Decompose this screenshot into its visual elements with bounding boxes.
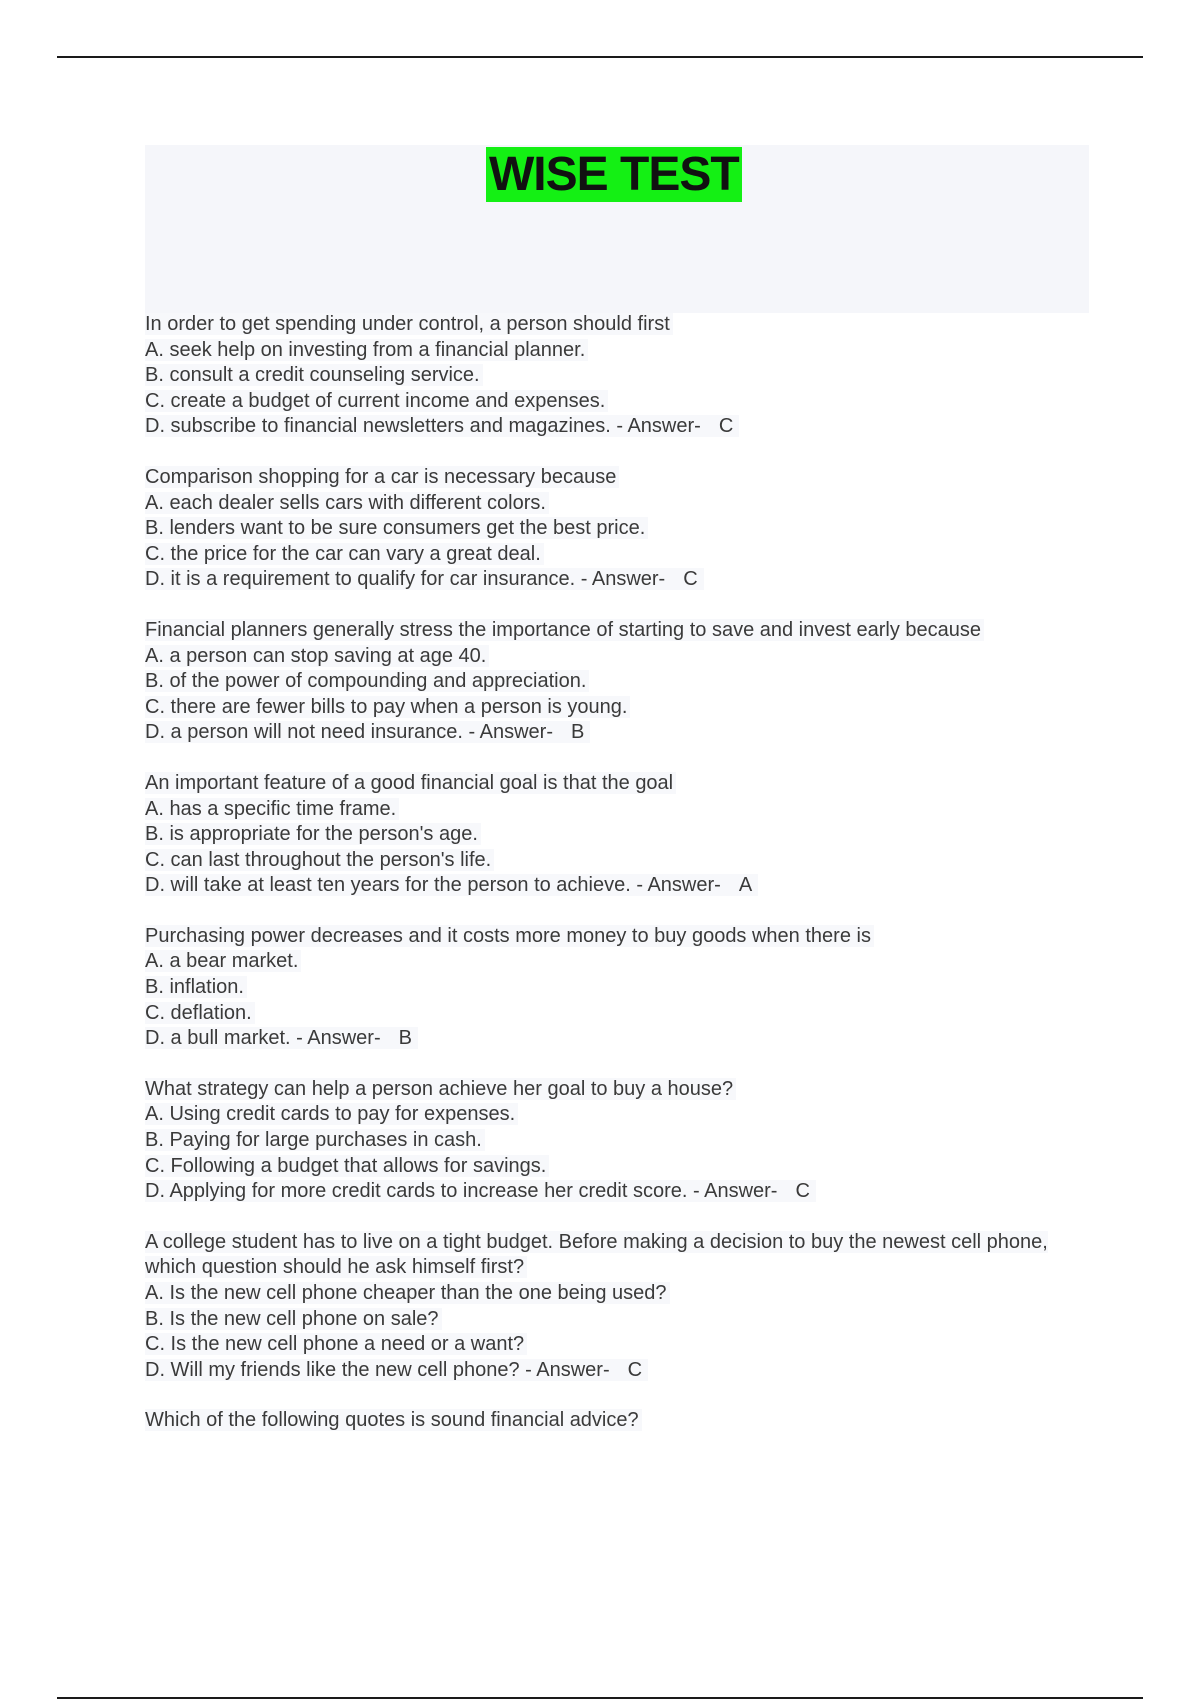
option-c: C. Following a budget that allows for savings. [145, 1154, 1085, 1180]
option-d: D. Will my friends like the new cell phone? - Answer- C [145, 1358, 1085, 1384]
answer-letter: C [683, 568, 700, 590]
question-7 [145, 1230, 1085, 1384]
question-6 [145, 1077, 1085, 1205]
answer-letter: C [628, 1359, 645, 1381]
option-c: C. the price for the car can vary a great deal. [145, 542, 1085, 568]
option-d: D. a person will not need insurance. - Answer- B [145, 720, 1085, 746]
option-a: A. has a specific time frame. [145, 797, 1085, 823]
option-b: B. Is the new cell phone on sale? [145, 1307, 1085, 1333]
option-a: A. Using credit cards to pay for expenses. [145, 1102, 1085, 1128]
question-8 [145, 1408, 1085, 1434]
option-d: D. will take at least ten years for the person to achieve. - Answer- A [145, 873, 1085, 899]
answer-letter: C [795, 1180, 812, 1202]
answer-letter: B [571, 721, 587, 743]
option-b: B. consult a credit counseling service. [145, 363, 1085, 389]
option-d: D. Applying for more credit cards to increase her credit score. - Answer- C [145, 1179, 1085, 1205]
answer-letter: C [719, 415, 736, 437]
option-a: A. a person can stop saving at age 40. [145, 644, 1085, 670]
bottom-rule [57, 1697, 1143, 1699]
document-title: WISE TEST [486, 147, 742, 202]
option-a: A. each dealer sells cars with different colors. [145, 491, 1085, 517]
question-5 [145, 924, 1085, 1052]
option-c: C. there are fewer bills to pay when a person is young. [145, 695, 1085, 721]
question-3 [145, 618, 1085, 746]
option-d: D. subscribe to financial newsletters and magazines. - Answer- C [145, 414, 1085, 440]
question-stem: Purchasing power decreases and it costs more money to buy goods when there is [145, 924, 1085, 950]
option-c: C. Is the new cell phone a need or a want? [145, 1332, 1085, 1358]
question-stem: Financial planners generally stress the importance of starting to save and invest early because [145, 618, 1085, 644]
option-b: B. is appropriate for the person's age. [145, 822, 1085, 848]
question-4 [145, 771, 1085, 899]
option-a: A. seek help on investing from a financial planner. [145, 338, 1085, 364]
question-stem: A college student has to live on a tight budget. Before making a decision to buy the newest cell phone, which question should he ask himself first? [145, 1230, 1048, 1279]
question-stem: In order to get spending under control, a person should first [145, 312, 1085, 338]
question-stem: Comparison shopping for a car is necessary because [145, 465, 1085, 491]
option-d: D. a bull market. - Answer- B [145, 1026, 1085, 1052]
option-d: D. it is a requirement to qualify for car insurance. - Answer- C [145, 567, 1085, 593]
option-a: A. a bear market. [145, 949, 1085, 975]
question-stem: An important feature of a good financial goal is that the goal [145, 771, 1085, 797]
option-b: B. of the power of compounding and appreciation. [145, 669, 1085, 695]
option-b: B. inflation. [145, 975, 1085, 1001]
question-stem: What strategy can help a person achieve her goal to buy a house? [145, 1077, 1085, 1103]
option-b: B. lenders want to be sure consumers get the best price. [145, 516, 1085, 542]
option-c: C. create a budget of current income and expenses. [145, 389, 1085, 415]
top-rule [57, 56, 1143, 58]
question-stem: Which of the following quotes is sound financial advice? [145, 1408, 1085, 1434]
option-b: B. Paying for large purchases in cash. [145, 1128, 1085, 1154]
question-2 [145, 465, 1085, 593]
option-c: C. deflation. [145, 1001, 1085, 1027]
question-1 [145, 312, 1085, 440]
answer-letter: B [399, 1027, 415, 1049]
question-list [145, 312, 1085, 1459]
answer-letter: A [739, 874, 755, 896]
option-c: C. can last throughout the person's life. [145, 848, 1085, 874]
option-a: A. Is the new cell phone cheaper than the one being used? [145, 1281, 1085, 1307]
